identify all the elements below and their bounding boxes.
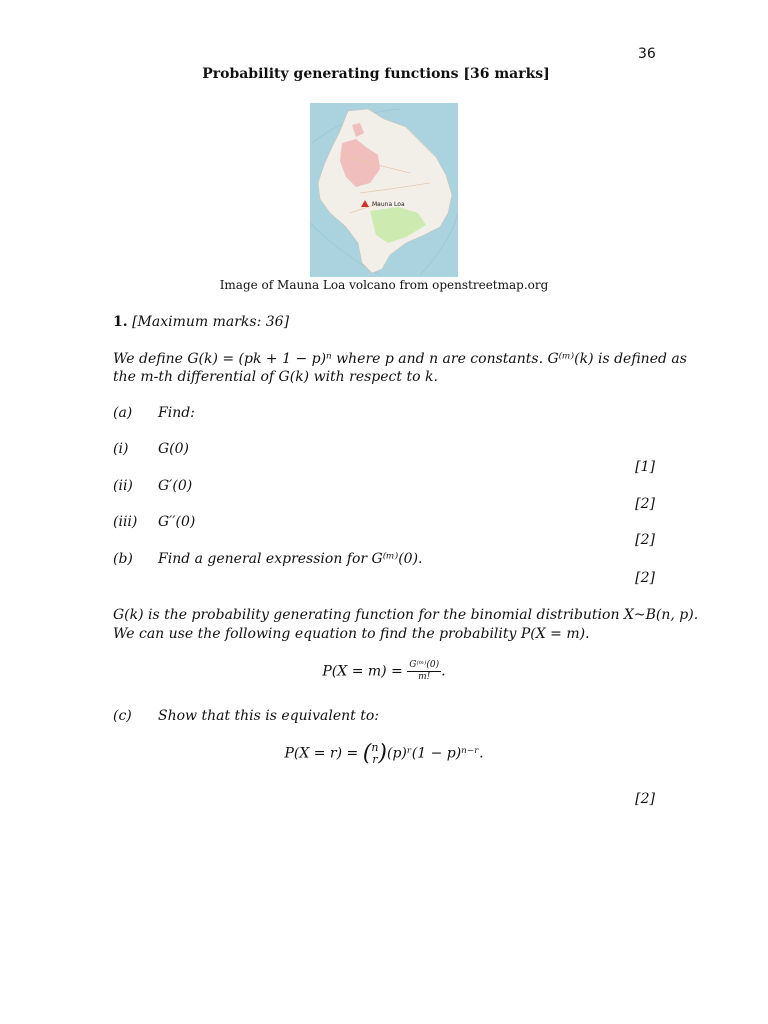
map-label: Mauna Loa: [372, 201, 405, 208]
part-c-text: Show that this is equivalent to:: [158, 708, 380, 724]
part-b-label: (b): [113, 551, 133, 567]
binom-n: n: [371, 741, 379, 754]
sub-ii-label: (ii): [113, 478, 133, 494]
intro-line-1: We define G(k) = (pk + 1 − p)ⁿ where p and n are constants. G⁽ᵐ⁾(k) is defined as: [113, 351, 687, 367]
mauna-loa-map: [310, 103, 458, 277]
sub-ii-marks: [2]: [635, 496, 655, 512]
question-number: 1.: [113, 314, 128, 330]
eq2-rhs: (p)ʳ(1 − p)ⁿ⁻ʳ.: [387, 745, 484, 762]
part-a-label: (a): [113, 405, 133, 421]
max-marks: [Maximum marks: 36]: [132, 314, 290, 330]
sub-iii-label: (iii): [113, 514, 138, 530]
pgf-line-2: We can use the following equation to find the probability P(X = m).: [113, 626, 590, 642]
pgf-line-1: G(k) is the probability generating function for the binomial distribution X~B(n, p).: [113, 607, 699, 623]
eq1-numerator: G⁽ᵐ⁾(0): [409, 660, 440, 670]
sub-i-text: G(0): [158, 441, 190, 457]
binom-r: r: [372, 753, 378, 766]
eq2-lhs: P(X = r) =: [284, 745, 363, 762]
question-header: [113, 313, 289, 331]
part-a-text: Find:: [158, 405, 195, 421]
eq1-lhs: P(X = m) =: [322, 663, 408, 680]
map-image: [310, 103, 458, 277]
sub-iii-text: G′′(0): [158, 514, 196, 530]
equation-1: [0, 660, 768, 683]
part-b-marks: [2]: [635, 570, 655, 586]
map-caption: Image of Mauna Loa volcano from openstreetmap.org: [219, 278, 549, 292]
page-number: 36: [638, 46, 656, 62]
eq1-denominator: m!: [418, 672, 431, 682]
sub-ii-text: G′(0): [158, 478, 193, 494]
part-c-marks: [2]: [635, 791, 655, 807]
sub-iii-marks: [2]: [635, 532, 655, 548]
intro-line-2: the m-th differential of G(k) with respect to k.: [113, 369, 438, 385]
binomial-coefficient: ( n r ): [362, 741, 387, 766]
part-c-label: (c): [113, 708, 132, 724]
equation-2: [0, 741, 768, 766]
sub-i-marks: [1]: [635, 459, 655, 475]
eq1-tail: .: [441, 663, 446, 680]
eq1-fraction: [407, 660, 441, 683]
page-title: Probability generating functions [36 marks]: [202, 66, 550, 82]
sub-i-label: (i): [113, 441, 129, 457]
part-b-text: Find a general expression for G⁽ᵐ⁾(0).: [158, 551, 423, 567]
